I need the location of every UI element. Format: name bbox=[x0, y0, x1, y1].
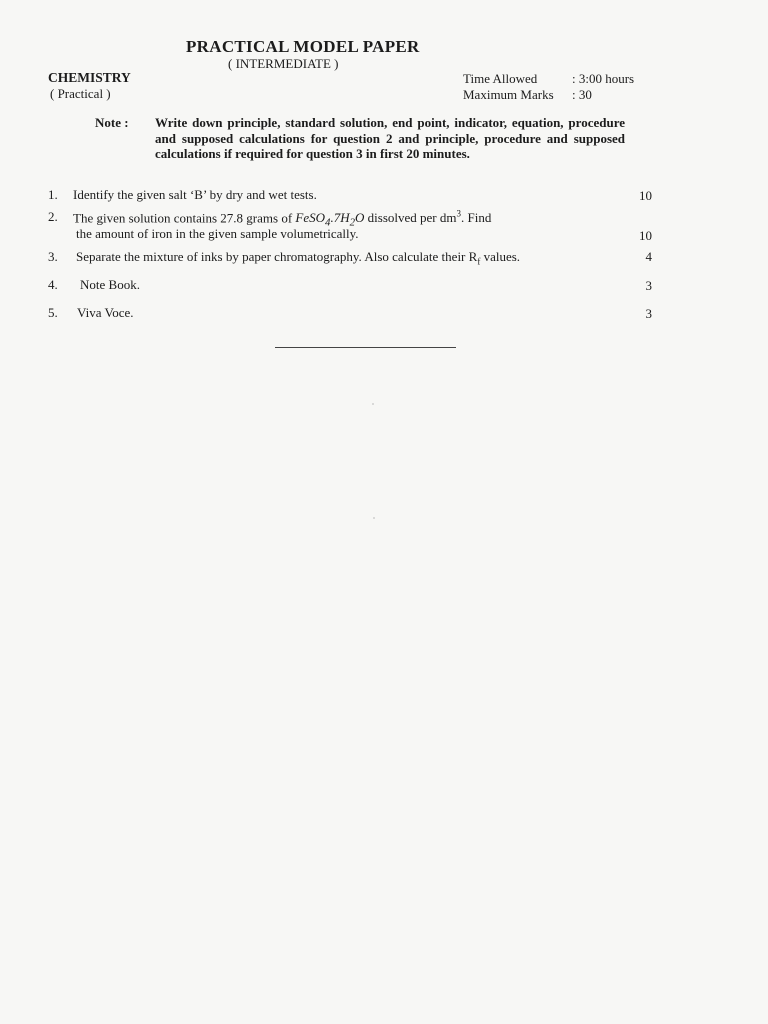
time-allowed-value: : 3:00 hours bbox=[572, 71, 635, 86]
question-2-text-after: dissolved per $dm^3$. Find bbox=[367, 209, 492, 226]
question-5-marks: 3 bbox=[645, 306, 652, 321]
subject-type: ( Practical ) bbox=[50, 86, 111, 101]
question-5-number: 5. bbox=[48, 305, 58, 320]
max-marks-value: : 30 bbox=[572, 87, 592, 102]
subject-name: CHEMISTRY bbox=[48, 70, 131, 85]
note-label: Note : bbox=[95, 115, 129, 130]
question-4-number: 4. bbox=[48, 277, 58, 292]
question-2-formula: $FeSO_4.7H_2O$ bbox=[295, 210, 365, 229]
question-4-marks: 3 bbox=[645, 278, 652, 293]
question-2-text-before: The given solution contains 27.8 grams of bbox=[73, 210, 293, 226]
time-allowed-label: Time Allowed bbox=[463, 71, 538, 86]
question-3-text: Separate the mixture of inks by paper chromatography. Also calculate their $R_f$ values. bbox=[76, 249, 521, 267]
paper-title: PRACTICAL MODEL PAPER bbox=[186, 37, 420, 56]
question-5-text: Viva Voce. bbox=[77, 305, 134, 320]
paper-subtitle: ( INTERMEDIATE ) bbox=[228, 56, 339, 71]
question-2-marks: 10 bbox=[639, 228, 652, 243]
question-1-number: 1. bbox=[48, 187, 58, 202]
question-2-line2: the amount of iron in the given sample volumetrically. bbox=[76, 226, 359, 241]
note-text: Write down principle, standard solution, end point, indicator, equation, procedure and supposed calculations for question 2 and principle, procedure and supposed calculations if required for question 3 in first 20 minutes. bbox=[155, 115, 625, 161]
question-3-marks: 4 bbox=[645, 249, 652, 264]
question-1-text: Identify the given salt ‘B’ by dry and wet tests. bbox=[73, 187, 317, 202]
scan-speck bbox=[373, 517, 375, 519]
end-divider-line bbox=[275, 347, 456, 348]
question-4-text: Note Book. bbox=[80, 277, 140, 292]
max-marks-label: Maximum Marks bbox=[463, 87, 554, 102]
question-2-number: 2. bbox=[48, 209, 58, 224]
question-1-marks: 10 bbox=[639, 188, 652, 203]
question-3-number: 3. bbox=[48, 249, 58, 264]
scan-speck bbox=[372, 403, 374, 405]
